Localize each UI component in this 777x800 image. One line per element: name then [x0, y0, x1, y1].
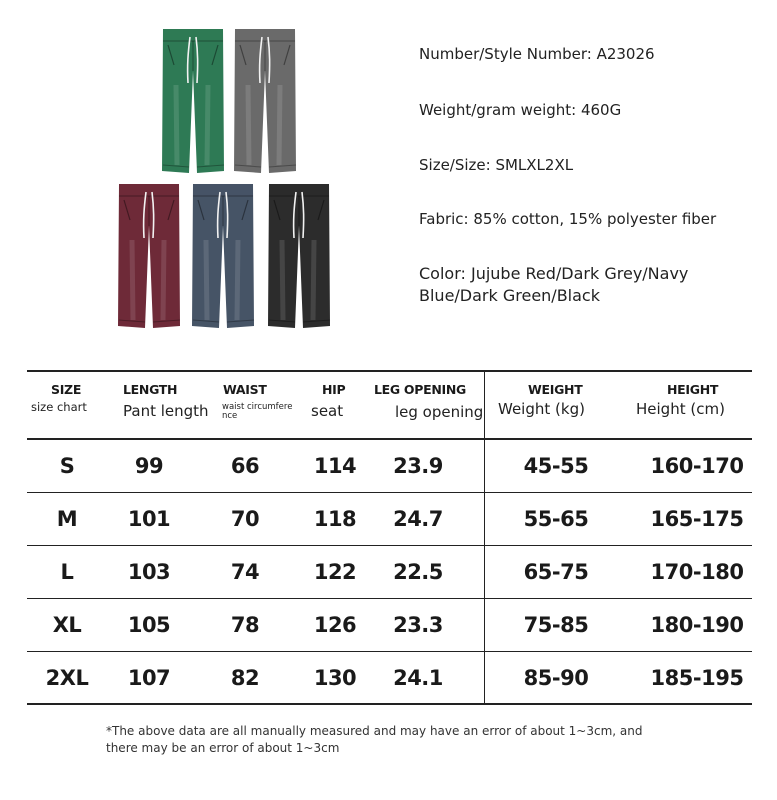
header-length-sub: Pant length [123, 402, 209, 420]
cell-waist: 70 [230, 507, 260, 531]
weight-text: Weight/gram weight: 460G [419, 101, 622, 119]
cell-size: M [56, 507, 78, 531]
size-text: Size/Size: SMLXL2XL [419, 156, 574, 174]
size-chart-table [27, 370, 752, 705]
fabric-text: Fabric: 85% cotton, 15% polyester fiber [419, 210, 717, 228]
cell-weight: 65-75 [523, 560, 589, 584]
cell-weight: 45-55 [523, 454, 589, 478]
color-text [419, 263, 749, 307]
header-leg-opening-sub: leg opening [395, 403, 484, 421]
header-leg-opening: LEG OPENING [374, 382, 466, 397]
cell-height: 160-170 [650, 454, 744, 478]
cell-waist: 66 [230, 454, 260, 478]
cell-leg-opening: 24.7 [393, 507, 443, 531]
cell-waist: 78 [230, 613, 260, 637]
table-row-divider [27, 545, 752, 546]
header-waist-sub: waist circumfere nce [222, 402, 293, 421]
cell-size: S [59, 454, 75, 478]
cell-height: 170-180 [650, 560, 744, 584]
cell-leg-opening: 23.9 [393, 454, 443, 478]
cell-size: 2XL [45, 666, 89, 690]
cell-length: 99 [134, 454, 164, 478]
red-pants-image [116, 180, 182, 330]
cell-waist: 82 [230, 666, 260, 690]
table-top-border [27, 370, 752, 372]
cell-length: 103 [127, 560, 171, 584]
cell-height: 185-195 [650, 666, 744, 690]
header-size: SIZE [51, 382, 82, 397]
cell-hip: 114 [313, 454, 357, 478]
table-row-divider [27, 492, 752, 493]
cell-waist: 74 [230, 560, 260, 584]
header-size-sub: size chart [31, 400, 87, 414]
cell-length: 101 [127, 507, 171, 531]
cell-length: 105 [127, 613, 171, 637]
cell-leg-opening: 22.5 [393, 560, 443, 584]
cell-hip: 118 [313, 507, 357, 531]
cell-length: 107 [127, 666, 171, 690]
cell-leg-opening: 24.1 [393, 666, 443, 690]
cell-weight: 85-90 [523, 666, 589, 690]
grey-pants-image [232, 25, 298, 175]
cell-leg-opening: 23.3 [393, 613, 443, 637]
table-column-separator [484, 370, 485, 705]
cell-hip: 126 [313, 613, 357, 637]
black-pants-image [266, 180, 332, 330]
table-header-divider [27, 438, 752, 440]
header-weight-sub: Weight (kg) [498, 400, 585, 418]
cell-hip: 130 [313, 666, 357, 690]
header-height: HEIGHT [667, 382, 719, 397]
cell-weight: 75-85 [523, 613, 589, 637]
table-row-divider [27, 651, 752, 652]
navy-pants-image [190, 180, 256, 330]
measurement-note-line2: there may be an error of about 1~3cm [106, 741, 340, 755]
green-pants-image [160, 25, 226, 175]
measurement-note-line1: *The above data are all manually measured and may have an error of about 1~3cm, and [106, 724, 643, 738]
header-height-sub: Height (cm) [636, 400, 725, 418]
cell-weight: 55-65 [523, 507, 589, 531]
header-hip: HIP [322, 382, 346, 397]
cell-size: XL [52, 613, 82, 637]
color-text-line2: Blue/Dark Green/Black [419, 286, 600, 305]
header-weight: WEIGHT [528, 382, 583, 397]
cell-height: 165-175 [650, 507, 744, 531]
cell-size: L [60, 560, 74, 584]
cell-hip: 122 [313, 560, 357, 584]
header-hip-sub: seat [311, 402, 344, 420]
header-length: LENGTH [123, 382, 178, 397]
style-number-text: Number/Style Number: A23026 [419, 45, 655, 63]
cell-height: 180-190 [650, 613, 744, 637]
color-text-line1: Color: Jujube Red/Dark Grey/Navy [419, 264, 689, 283]
table-row-divider [27, 598, 752, 599]
table-bottom-border [27, 703, 752, 705]
header-waist: WAIST [223, 382, 267, 397]
